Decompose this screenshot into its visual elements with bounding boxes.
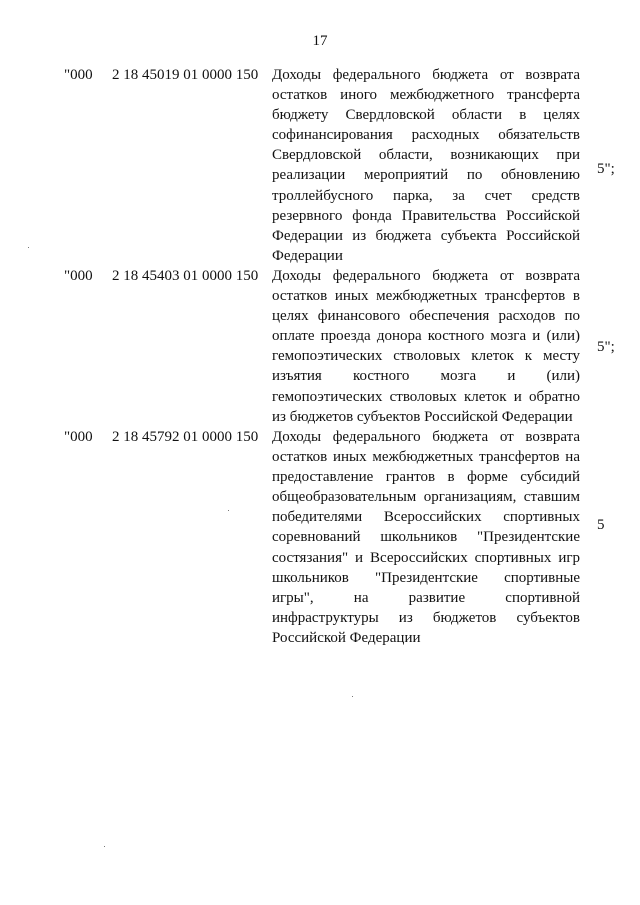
budget-code — [64, 427, 258, 447]
entry-amount: 5 — [597, 517, 605, 533]
budget-code — [64, 65, 258, 85]
budget-code — [64, 266, 258, 286]
budget-classification-code: 2 18 45019 01 0000 150 — [112, 67, 259, 83]
scan-speck — [352, 696, 353, 697]
opening-quote: "000 — [64, 268, 93, 284]
budget-classification-code: 2 18 45792 01 0000 150 — [112, 429, 259, 445]
entry-description: Доходы федерального бюджета от возврата остатков иных межбюджетных трансфертов на предоставление грантов в форме субсидий общеобразовательным организациям, ставшим победителями Всероссийских спортивных соревнований школьников "Президентские состязания" и Всероссийских спортивных игр школьников "Президентские спортивные игры", на развитие спортивной инфраструктуры из бюджетов субъектов Российской Федерации — [272, 429, 580, 646]
page-number: 17 — [312, 33, 328, 49]
entry-description: Доходы федерального бюджета от возврата остатков иных межбюджетных трансфертов в целях финансового обеспечения расходов по оплате проезда донора костного мозга и (или) гемопоэтических стволовых клеток к месту изъятия костного мозга и (или) гемопоэтических стволовых клеток и обратно из бюджетов субъектов Российской Федерации — [272, 268, 580, 425]
opening-quote: "000 — [64, 67, 93, 83]
scan-speck — [228, 510, 229, 511]
entry-amount: 5"; — [597, 161, 615, 177]
opening-quote: "000 — [64, 429, 93, 445]
scan-speck — [28, 247, 29, 248]
entry-amount: 5"; — [597, 339, 615, 355]
scan-speck — [104, 846, 105, 847]
entry-description: Доходы федерального бюджета от возврата остатков иного межбюджетного трансферта бюджету Свердловской области в целях софинансирования расходных обязательств Свердловской области, возникающих при реализации мероприятий по обновлению троллейбусного парка, за счет средств резервного фонда Правительства Российской Федерации из бюджета субъекта Российской Федерации — [272, 67, 580, 264]
budget-classification-code: 2 18 45403 01 0000 150 — [112, 268, 259, 284]
